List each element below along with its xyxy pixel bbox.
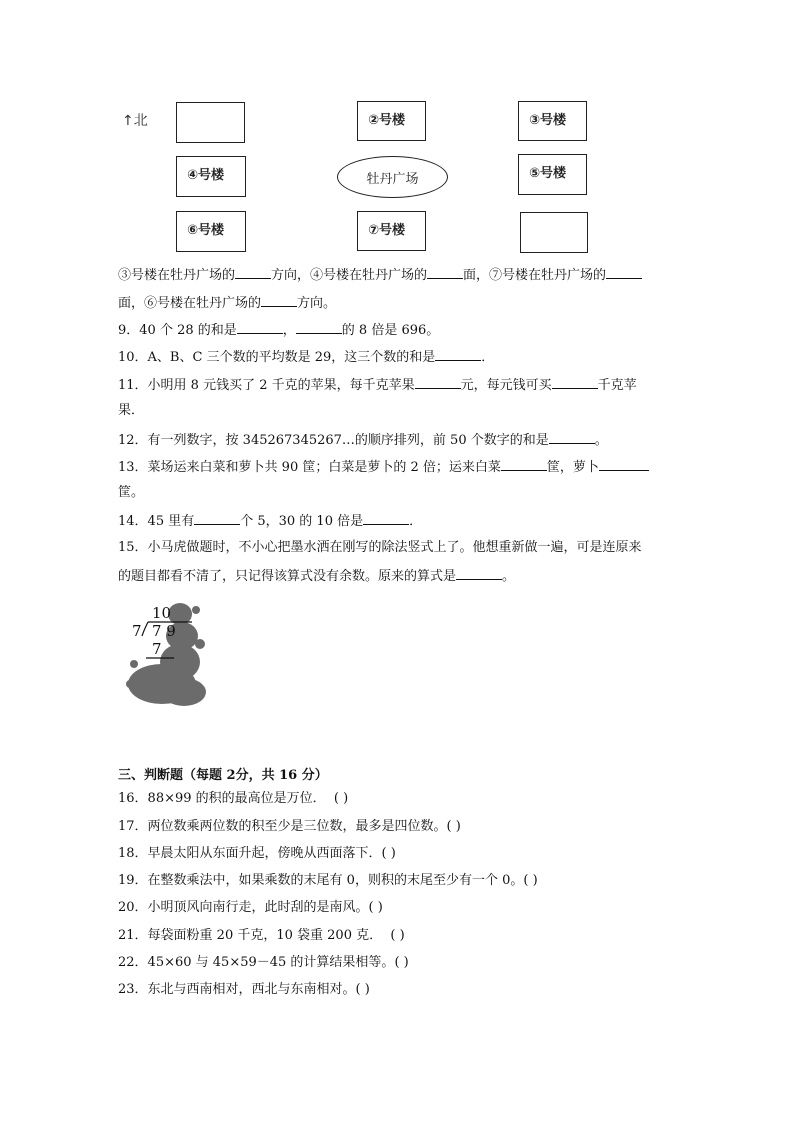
answer-blank[interactable] xyxy=(435,348,481,361)
judge-item xyxy=(118,791,348,807)
answer-blank[interactable] xyxy=(235,266,271,279)
judge-19-text: 19．在整数乘法中，如果乘数的末尾有 0，则积的末尾至少有一个 0。 xyxy=(118,873,524,888)
building-6-label: ⑥号楼 xyxy=(187,223,225,238)
building-6-box xyxy=(176,211,246,252)
judge-item xyxy=(118,982,370,998)
q8-line-1 xyxy=(118,266,642,284)
answer-paren[interactable]: ( ) xyxy=(390,928,405,943)
judge-22-text: 22．45×60 与 45×59－45 的计算结果相等。 xyxy=(118,955,395,970)
judge-item xyxy=(118,955,409,971)
answer-blank[interactable] xyxy=(501,458,547,471)
building-4-label: ④号楼 xyxy=(187,168,225,183)
building-5-box xyxy=(518,154,587,195)
building-1-box xyxy=(176,102,245,143)
building-7-label: ⑦号楼 xyxy=(368,223,406,238)
q9-text-b: ， xyxy=(282,323,296,338)
answer-blank[interactable] xyxy=(606,266,642,279)
q10-text-a: 10．A、B、C 三个数的平均数是 29，这三个数的和是 xyxy=(118,350,436,365)
plaza-label: 牡丹广场 xyxy=(366,171,419,187)
q11-text-a: 11．小明用 8 元钱买了 2 千克的苹果，每千克苹果 xyxy=(118,378,415,393)
judge-item xyxy=(118,873,538,889)
quotient-text: 10 xyxy=(152,604,172,622)
q8-line-2 xyxy=(118,294,336,312)
building-7-box xyxy=(357,211,426,251)
ink-stained-division-figure xyxy=(122,600,212,715)
q15-text-c: 。 xyxy=(502,569,516,584)
building-2-label: ②号楼 xyxy=(368,113,406,128)
answer-blank[interactable] xyxy=(427,266,463,279)
q9-line xyxy=(118,321,439,339)
q14-text-c: ． xyxy=(409,514,423,529)
answer-paren[interactable]: ( ) xyxy=(523,873,538,888)
answer-paren[interactable]: ( ) xyxy=(381,846,396,861)
building-3-box xyxy=(518,101,587,141)
q15-text-b: 的题目都看不清了，只记得该算式没有余数。原来的算式是 xyxy=(118,569,457,584)
answer-paren[interactable]: ( ) xyxy=(446,819,461,834)
q14-text-a: 14．45 里有 xyxy=(118,514,195,529)
partial-product-text: 7 xyxy=(152,640,162,658)
q11-line-2 xyxy=(118,403,144,419)
q8-text-e: 方向。 xyxy=(297,296,337,311)
judge-item xyxy=(118,900,383,916)
answer-blank[interactable] xyxy=(261,294,297,307)
q15-line-2 xyxy=(118,567,515,585)
answer-blank[interactable] xyxy=(599,458,649,471)
judge-23-text: 23．东北与西南相对，西北与东南相对。 xyxy=(118,982,356,997)
q11-text-c: 千克苹 xyxy=(597,378,637,393)
answer-blank[interactable] xyxy=(296,321,342,334)
dividend-text: 7 9 xyxy=(152,622,176,640)
q15-text-a: 15．小马虎做题时，不小心把墨水洒在刚写的除法竖式上了。他想重新做一遍，可是连原来 xyxy=(118,540,642,555)
judge-18-text: 18．早晨太阳从东面升起，傍晚从西面落下． xyxy=(118,846,382,861)
q12-text-a: 12．有一列数字，按 345267345267…的顺序排列，前 50 个数字的和是 xyxy=(118,433,549,448)
q14-line xyxy=(118,512,422,530)
q8-text-c: 面，⑦号楼在牡丹广场的 xyxy=(463,268,607,283)
judge-16-text: 16．88×99 的积的最高位是万位． xyxy=(118,791,326,806)
q13-text-b: 筐，萝卜 xyxy=(546,460,599,475)
q8-text-a: ③号楼在牡丹广场的 xyxy=(118,268,236,283)
judge-item xyxy=(118,846,396,862)
answer-paren[interactable]: ( ) xyxy=(368,900,383,915)
answer-blank[interactable] xyxy=(237,321,283,334)
q14-text-b: 个 5，30 的 10 倍是 xyxy=(240,514,364,529)
q11-line-1 xyxy=(118,376,637,394)
q11-text-b: 元，每元钱可买 xyxy=(460,378,552,393)
q8-text-d: 面，⑥号楼在牡丹广场的 xyxy=(118,296,262,311)
building-3-label: ③号楼 xyxy=(529,113,567,128)
judge-item xyxy=(118,819,461,835)
answer-blank[interactable] xyxy=(363,512,409,525)
judge-20-text: 20．小明顶风向南行走，此时刮的是南风。 xyxy=(118,900,369,915)
answer-blank[interactable] xyxy=(549,431,595,444)
plaza-ellipse xyxy=(337,156,448,198)
q15-line-1 xyxy=(118,540,642,556)
answer-paren[interactable]: ( ) xyxy=(333,791,349,806)
answer-blank[interactable] xyxy=(194,512,240,525)
section-3-title: 三、判断题（每题 2分，共 16 分） xyxy=(118,768,328,783)
q8-text-b: 方向，④号楼在牡丹广场的 xyxy=(271,268,428,283)
q12-line xyxy=(118,431,608,449)
answer-blank[interactable] xyxy=(415,376,461,389)
answer-paren[interactable]: ( ) xyxy=(355,982,370,997)
divisor-text: 7 xyxy=(132,622,142,640)
q10-line xyxy=(118,348,494,366)
q13-line-1 xyxy=(118,458,649,476)
q13-text-c: 筐。 xyxy=(118,485,145,500)
judge-item xyxy=(118,928,405,944)
building-5-label: ⑤号楼 xyxy=(529,166,567,181)
judge-21-text: 21．每袋面粉重 20 千克，10 袋重 200 克． xyxy=(118,928,383,943)
answer-paren[interactable]: ( ) xyxy=(394,955,409,970)
q11-text-d: 果． xyxy=(118,403,145,418)
judge-17-text: 17．两位数乘两位数的积至少是三位数，最多是四位数。 xyxy=(118,819,447,834)
q12-text-b: 。 xyxy=(594,433,608,448)
building-2-box xyxy=(357,101,426,141)
q9-text-c: 的 8 倍是 696。 xyxy=(341,323,440,338)
answer-blank[interactable] xyxy=(456,567,502,580)
q13-text-a: 13．菜场运来白菜和萝卜共 90 筐；白菜是萝卜的 2 倍；运来白菜 xyxy=(118,460,501,475)
north-arrow-label: ↑北 xyxy=(122,113,148,129)
building-8-box xyxy=(520,212,588,253)
q13-line-2 xyxy=(118,485,144,501)
q9-text-a: 9．40 个 28 的和是 xyxy=(118,323,237,338)
division-bracket xyxy=(142,622,148,636)
q10-text-b: ． xyxy=(481,350,495,365)
building-4-box xyxy=(176,156,246,197)
answer-blank[interactable] xyxy=(552,376,598,389)
